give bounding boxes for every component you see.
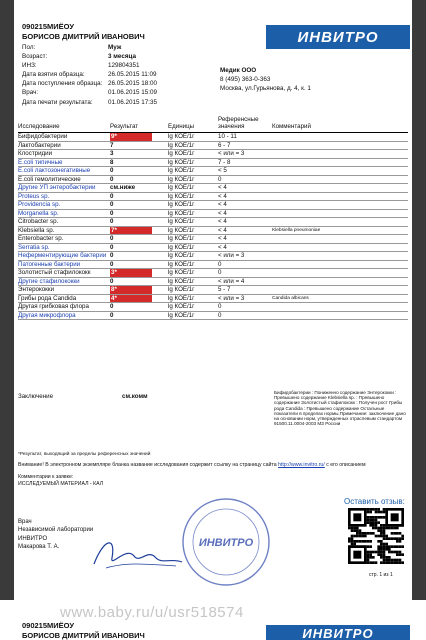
test-result: [110, 252, 168, 261]
result-value: 0: [110, 311, 114, 319]
test-unit: lg КОЕ/1г: [168, 303, 218, 312]
test-unit: lg КОЕ/1г: [168, 150, 218, 159]
test-reference: 0: [218, 311, 272, 320]
table-row: [18, 286, 408, 295]
test-reference: < или = 4: [218, 277, 272, 286]
test-reference: < 5: [218, 167, 272, 176]
col-result: Результат: [110, 123, 139, 130]
test-name: Грибы рода Candida: [18, 294, 110, 303]
test-comment: [272, 141, 408, 150]
test-name[interactable]: Патогенные бактерии: [18, 260, 110, 269]
info-value: 26.05.2015 18:00: [108, 80, 158, 88]
table-row: [18, 252, 408, 261]
doctor-line: Макарова Т. А.: [18, 544, 60, 551]
test-result: [110, 141, 168, 150]
table-row: [18, 150, 408, 159]
test-unit: lg КОЕ/1г: [168, 235, 218, 244]
result-value: 0: [110, 175, 114, 183]
info-value: 3 месяца: [108, 53, 136, 61]
test-result: [110, 184, 168, 193]
result-value: 0: [110, 209, 114, 217]
col-test: Исследование: [18, 123, 60, 130]
conclusion-value: см.комм: [122, 393, 148, 400]
test-comment: [272, 286, 408, 295]
flagged-result: 7*: [110, 227, 152, 235]
test-result: [110, 158, 168, 167]
test-reference: < или = 3: [218, 294, 272, 303]
bottom-patient-name: БОРИСОВ ДМИТРИЙ ИВАНОВИЧ: [22, 631, 145, 640]
test-result: [110, 226, 168, 235]
table-row: [18, 226, 408, 235]
test-unit: lg КОЕ/1г: [168, 243, 218, 252]
lab-title: Медик ООО: [220, 67, 257, 74]
attention-suffix: с его описанием: [326, 462, 366, 468]
test-name[interactable]: Morganella sp.: [18, 209, 110, 218]
test-result: [110, 277, 168, 286]
table-row: [18, 133, 408, 142]
test-comment: [272, 235, 408, 244]
doctor-block: [18, 518, 93, 552]
result-value: 8: [110, 158, 114, 166]
test-name[interactable]: E.coli лактозонегативные: [18, 167, 110, 176]
flagged-result: 8*: [110, 286, 152, 294]
info-row: [22, 79, 157, 88]
test-name: Бифидобактерии: [18, 133, 110, 142]
test-reference: < 4: [218, 184, 272, 193]
info-label: Пол:: [22, 44, 36, 51]
test-unit: lg КОЕ/1г: [168, 201, 218, 210]
info-label: Возраст:: [22, 53, 48, 61]
info-value: 129804351: [108, 62, 140, 70]
bottom-order-code: 090215МИЁОУ: [22, 621, 74, 630]
test-unit: lg КОЕ/1г: [168, 286, 218, 295]
test-unit: lg КОЕ/1г: [168, 226, 218, 235]
result-value: 3: [110, 150, 114, 157]
test-name[interactable]: Неферментирующие бактерии: [18, 252, 110, 261]
test-unit: lg КОЕ/1г: [168, 184, 218, 193]
test-reference: < или = 3: [218, 252, 272, 261]
info-label: Дата взятия образца:: [22, 71, 85, 79]
test-result: [110, 201, 168, 210]
table-row: [18, 141, 408, 150]
test-unit: lg КОЕ/1г: [168, 252, 218, 261]
patient-info: [22, 43, 157, 107]
test-comment: [272, 303, 408, 312]
doctor-line: Врач: [18, 519, 32, 525]
conclusion-label: Заключение: [18, 393, 54, 400]
attention-text: Внимание! В электронном экземпляре бланка название исследования содержит ссылку на страницу сайта: [18, 462, 277, 468]
result-value: 0: [110, 201, 114, 208]
info-row: [22, 43, 157, 52]
test-unit: lg КОЕ/1г: [168, 294, 218, 303]
result-value: см.ниже: [110, 184, 136, 191]
test-name[interactable]: Providencia sp.: [18, 201, 110, 210]
attention-note: [18, 462, 366, 468]
test-name[interactable]: Другая микрофлора: [18, 311, 110, 320]
test-reference: < 4: [218, 243, 272, 252]
test-comment: [272, 133, 408, 142]
table-row: [18, 235, 408, 244]
test-name: E.coli гемолитические: [18, 175, 110, 184]
test-reference: < 4: [218, 192, 272, 201]
test-unit: lg КОЕ/1г: [168, 260, 218, 269]
test-name: Клостридии: [18, 150, 110, 159]
table-row: [18, 218, 408, 227]
stamp-text: ИНВИТРО: [198, 537, 254, 549]
patient-name: БОРИСОВ ДМИТРИЙ ИВАНОВИЧ: [22, 32, 145, 41]
test-comment: [272, 184, 408, 193]
test-result: [110, 150, 168, 159]
test-name[interactable]: Другие УП энтеробактерии: [18, 184, 110, 193]
order-comments: [18, 474, 103, 488]
info-value: 01.06.2015 15:09: [108, 89, 158, 97]
info-row: [22, 70, 157, 79]
test-name: Enterobacter sp.: [18, 235, 110, 244]
test-name: Citrobacter sp.: [18, 218, 110, 227]
test-reference: 0: [218, 303, 272, 312]
test-comment: [272, 243, 408, 252]
info-row: [22, 52, 157, 61]
test-comment: [272, 252, 408, 261]
test-unit: lg КОЕ/1г: [168, 209, 218, 218]
order-code: 090215МИЁОУ: [22, 22, 74, 31]
table-row: [18, 303, 408, 312]
test-reference: 5 - 7: [218, 286, 272, 295]
test-result: [110, 311, 168, 320]
test-result: [110, 269, 168, 278]
info-label: Дата печати результата:: [22, 98, 93, 106]
test-result: [110, 303, 168, 312]
test-result: [110, 243, 168, 252]
test-unit: lg КОЕ/1г: [168, 175, 218, 184]
test-unit: lg КОЕ/1г: [168, 192, 218, 201]
table-row: [18, 269, 408, 278]
test-unit: lg КОЕ/1г: [168, 269, 218, 278]
info-label: ИНЗ:: [22, 62, 37, 70]
test-name[interactable]: Proteus sp.: [18, 192, 110, 201]
signature: [86, 528, 186, 574]
table-row: [18, 167, 408, 176]
test-name[interactable]: Serratia sp.: [18, 243, 110, 252]
test-unit: lg КОЕ/1г: [168, 158, 218, 167]
table-row: [18, 201, 408, 210]
test-reference: 6 - 7: [218, 141, 272, 150]
invitro-logo: ИНВИТРО: [266, 25, 410, 49]
table-row: [18, 184, 408, 193]
qr-code[interactable]: [348, 508, 404, 564]
test-reference: < 4: [218, 218, 272, 227]
result-value: 0: [110, 252, 114, 259]
table-header: [18, 116, 408, 133]
result-value: 0: [110, 192, 114, 200]
test-comment: [272, 167, 408, 176]
result-value: 0: [110, 260, 114, 268]
doctor-line: ИНВИТРО: [18, 535, 48, 542]
test-result: [110, 235, 168, 244]
watermark: www.baby.ru/u/usr518574: [60, 604, 244, 621]
test-name[interactable]: Другие стафилококки: [18, 277, 110, 286]
table-row: [18, 192, 408, 201]
result-value: 0: [110, 167, 114, 174]
test-comment: [272, 277, 408, 286]
table-row: [18, 243, 408, 252]
test-unit: lg КОЕ/1г: [168, 167, 218, 176]
test-name: Другая грибковая флора: [18, 303, 110, 312]
test-unit: lg КОЕ/1г: [168, 133, 218, 142]
info-row: [22, 98, 157, 107]
result-value: 7: [110, 141, 114, 149]
info-value: 26.05.2015 11:09: [108, 71, 157, 79]
test-comment: [272, 201, 408, 210]
test-comment: [272, 150, 408, 159]
test-result: [110, 209, 168, 218]
lab-phone: 8 (495) 363-0-363: [220, 76, 271, 83]
test-result: [110, 192, 168, 201]
test-reference: < 4: [218, 226, 272, 235]
table-row: [18, 175, 408, 184]
lab-address: Москва, ул.Гурьянова, д. 4, к. 1: [220, 85, 311, 92]
info-row: [22, 88, 157, 97]
result-value: 0: [110, 218, 114, 225]
table-row: [18, 158, 408, 167]
table-row: [18, 311, 408, 320]
test-comment: [272, 158, 408, 167]
test-reference: < 4: [218, 209, 272, 218]
table-row: [18, 294, 408, 303]
info-label: Дата поступления образца:: [22, 80, 103, 88]
col-unit: Единицы: [168, 123, 195, 130]
test-reference: 10 - 11: [218, 133, 272, 142]
test-result: [110, 294, 168, 303]
result-value: 0: [110, 277, 114, 285]
test-unit: lg КОЕ/1г: [168, 311, 218, 320]
material-line: ИССЛЕДУЕМЫЙ МАТЕРИАЛ - КАЛ: [18, 481, 104, 487]
test-result: [110, 175, 168, 184]
conclusion-text: Бифидобактерии : Пониженно содержание Энтерококки : Превышено содержание Klebsiella sp. : Превышено содержание Золотистый стафилококк : Получен рост Грибы рода Candida : Превышено содержание Остальные показатели в пределах нормы.Примечание: заключение дано на основании норм, утвержденных отраслевым стандартом 91500.11.0004-2003 МЗ России: [274, 390, 406, 427]
test-reference: 0: [218, 175, 272, 184]
flagged-result: 4*: [110, 295, 152, 303]
test-comment: [272, 311, 408, 320]
test-result: [110, 133, 168, 142]
test-name[interactable]: E.coli типичные: [18, 158, 110, 167]
lab-stamp: [180, 496, 272, 588]
result-value: 0: [110, 235, 114, 242]
invitro-link[interactable]: http://www.invitro.ru/: [278, 462, 325, 468]
result-value: 0: [110, 243, 114, 251]
test-name: Лактобактерии: [18, 141, 110, 150]
test-comment: [272, 218, 408, 227]
test-result: [110, 260, 168, 269]
test-reference: < 4: [218, 235, 272, 244]
results-table: [18, 116, 408, 320]
test-reference: 0: [218, 260, 272, 269]
info-row: [22, 61, 157, 70]
test-reference: 7 - 8: [218, 158, 272, 167]
test-comment: Klebsiella pneumoniae: [272, 226, 408, 235]
info-value: Муж: [108, 44, 122, 51]
test-name: Золотистый стафилококк: [18, 269, 110, 278]
test-comment: [272, 175, 408, 184]
result-form: [14, 0, 412, 600]
test-name: Энтерококки: [18, 286, 110, 295]
test-result: [110, 218, 168, 227]
reference-note: *Результат, выходящий за пределы референсных значений: [18, 452, 151, 457]
qr-caption: Оставить отзыв:: [344, 497, 405, 506]
result-value: 0: [110, 303, 114, 310]
test-reference: < или = 3: [218, 150, 272, 159]
info-label: Врач:: [22, 89, 39, 97]
lab-info: [220, 66, 311, 93]
test-comment: [272, 269, 408, 278]
test-reference: < 4: [218, 201, 272, 210]
test-result: [110, 286, 168, 295]
test-unit: lg КОЕ/1г: [168, 218, 218, 227]
col-reference: Референсные значения: [218, 116, 259, 130]
test-comment: [272, 192, 408, 201]
flagged-result: 9*: [110, 133, 152, 141]
table-row: [18, 209, 408, 218]
test-comment: [272, 209, 408, 218]
test-result: [110, 167, 168, 176]
test-name: Klebsiella sp.: [18, 226, 110, 235]
test-comment: [272, 260, 408, 269]
test-unit: lg КОЕ/1г: [168, 277, 218, 286]
bottom-invitro-logo: ИНВИТРО: [266, 625, 410, 640]
flagged-result: 3*: [110, 269, 152, 277]
table-row: [18, 277, 408, 286]
test-reference: 0: [218, 269, 272, 278]
test-unit: lg КОЕ/1г: [168, 141, 218, 150]
page-number: стр. 1 из 1: [369, 572, 393, 578]
doctor-line: Независимой лаборатории: [18, 527, 94, 534]
col-comment: Комментарий: [272, 123, 311, 130]
info-value: 01.06.2015 17:35: [108, 98, 158, 106]
test-comment: Candida albicans: [272, 294, 408, 303]
table-row: [18, 260, 408, 269]
comments-label: Комментарии к заявке:: [18, 474, 74, 480]
